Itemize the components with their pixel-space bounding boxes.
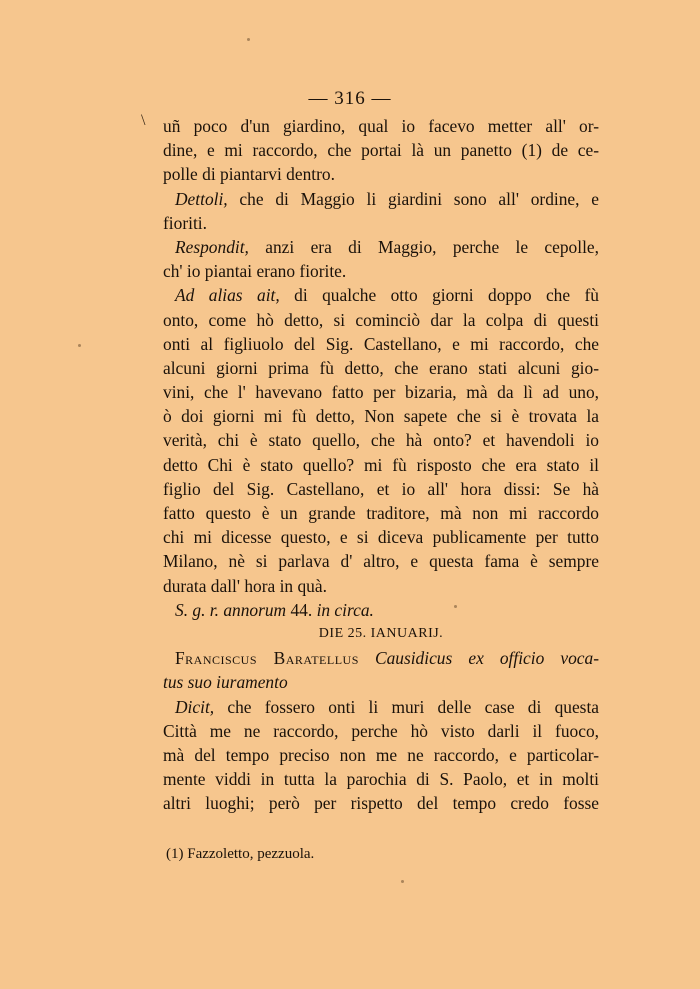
paper-speck [247, 38, 250, 41]
text-line: Ad alias ait, di qualche otto giorni doppo che fù [175, 285, 599, 306]
paper-speck [401, 880, 404, 883]
text-line: Dettoli, che di Maggio li giardini sono all' ordine, e [175, 188, 599, 209]
text-line: chi mi dicesse questo, e si diceva publicamente per tutto [163, 527, 599, 548]
text-line: figlio del Sig. Castellano, et io all' hora dissi: Se hà [163, 478, 599, 499]
margin-mark: \ [141, 112, 146, 129]
text-line: S. g. r. annorum 44. in circa. [175, 599, 374, 620]
text-line: Milano, nè si parlava d' altro, e questa fama è sempre [163, 551, 599, 572]
text-line: Franciscus Baratellus Causidicus ex officio voca- [175, 648, 599, 669]
text-line: mà del tempo preciso non me ne raccordo, e particolar- [163, 744, 599, 765]
text-line: tus suo iuramento [163, 672, 288, 693]
text-line: Città me ne raccordo, perche hò visto darli il fuoco, [163, 720, 599, 741]
text-line: durata dall' hora in quà. [163, 575, 327, 596]
text-line: uñ poco d'un giardino, qual io facevo metter all' or- [163, 116, 599, 136]
text-line: onto, come hò detto, si cominciò dar la colpa di questi [163, 309, 599, 330]
footnote: (1) Fazzoletto, pezzuola. [166, 846, 315, 862]
text-line: ch' io piantai erano fiorite. [163, 261, 347, 282]
text-line: polle di piantarvi dentro. [163, 164, 335, 185]
paper-speck [454, 605, 457, 608]
text-line: Dicit, che fossero onti li muri delle case di questa [175, 696, 599, 717]
text-line: dine, e mi raccordo, che portai là un panetto (1) de ce- [163, 140, 599, 161]
text-line: alcuni giorni prima fù detto, che erano stati alcuni gio- [163, 357, 599, 378]
date-heading: DIE 25. IANUARIJ. [318, 625, 444, 641]
text-line: vini, che l' havevano fatto per bizaria, mà da lì ad uno, [163, 382, 599, 403]
text-line: Respondit, anzi era di Maggio, perche le cepolle, [175, 236, 599, 257]
text-line: altri luoghi; però per rispetto del tempo credo fosse [163, 793, 599, 814]
text-line: onti al figliuolo del Sig. Castellano, e mi raccordo, che [163, 333, 599, 354]
text-line: fatto questo è un grande traditore, mà non mi raccordo [163, 503, 599, 523]
paper-speck [78, 344, 81, 347]
text-line: ò doi giorni mi fù detto, Non sapete che si è trovata la [163, 406, 599, 427]
text-line: verità, chi è stato quello, che hà onto? et havendoli io [163, 430, 599, 451]
page-number: — 316 — [308, 88, 392, 109]
text-line: mente viddi in tutta la parochia di S. Paolo, et in molti [163, 769, 599, 790]
body-text [163, 114, 599, 815]
text-line: fioriti. [163, 212, 207, 233]
text-line: detto Chi è stato quello? mi fù risposto che era stato il [163, 454, 599, 475]
